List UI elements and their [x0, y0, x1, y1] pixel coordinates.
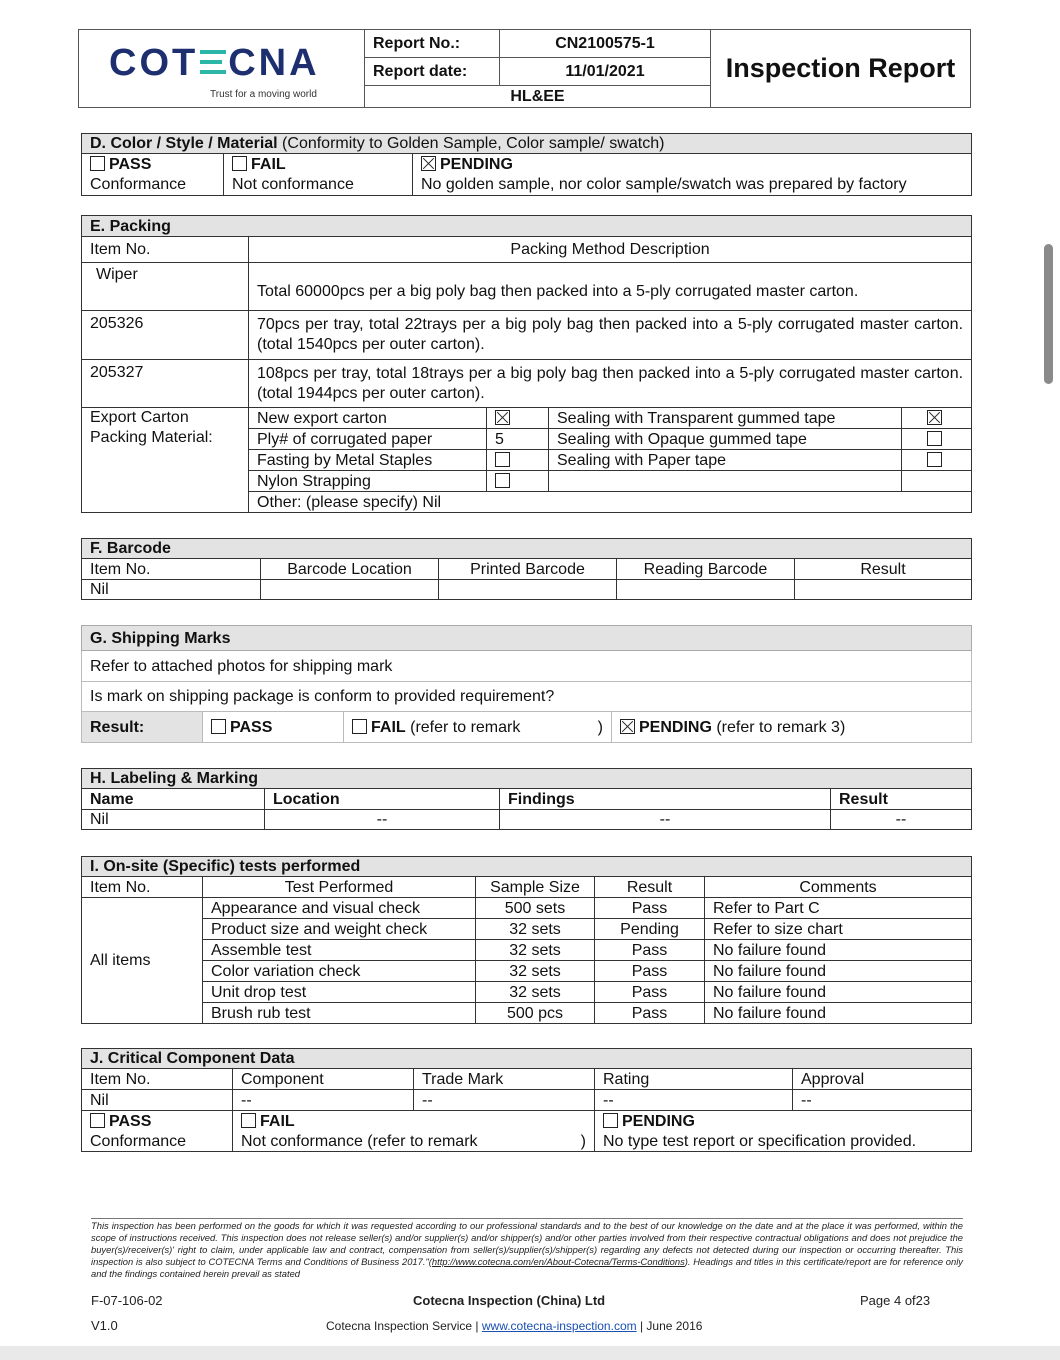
g-pass-option: PASS: [203, 712, 344, 743]
report-date: 11/01/2021: [500, 58, 711, 86]
i-col-result: Result: [595, 877, 705, 898]
section-packing: [81, 215, 972, 513]
checkbox-empty-icon: [927, 431, 942, 446]
checkbox-empty-icon: [603, 1113, 618, 1128]
j-row-item: Nil: [82, 1090, 233, 1111]
checkbox-empty-icon: [211, 719, 226, 734]
logo-wordmark: COT CNA: [109, 42, 320, 84]
e-row-desc: 108pcs per tray, total 18trays per a big poly bag then packed into a 5-ply corrugated master carton. (total 1944pcs per outer carton).: [249, 360, 972, 408]
i-row-comment: No failure found: [705, 961, 972, 982]
j-row-trademark: --: [414, 1090, 595, 1111]
j-fail-desc: Not conformance (refer to remark ): [233, 1132, 595, 1152]
h-row-result: --: [831, 810, 972, 830]
logo-e-mark: [200, 48, 226, 76]
checkbox-empty-icon: [495, 473, 510, 488]
checkbox-empty-icon: [927, 452, 942, 467]
e-seal-opaque-check: [902, 429, 972, 450]
report-date-label: Report date:: [365, 58, 500, 86]
e-new-export-carton: New export carton: [249, 408, 487, 429]
e-row-desc: Total 60000pcs per a big poly bag then packed into a 5-ply corrugated master carton.: [249, 263, 972, 311]
report-header: [78, 29, 971, 108]
f-row-item: Nil: [82, 580, 261, 600]
website-link[interactable]: www.cotecna-inspection.com: [481, 1319, 637, 1333]
e-col-item: Item No.: [82, 237, 249, 263]
e-row-item: Wiper: [82, 263, 249, 311]
e-other: Other: (please specify) Nil: [249, 492, 972, 513]
i-col-test: Test Performed: [203, 877, 476, 898]
h-row-location: --: [265, 810, 500, 830]
i-row-result: Pass: [595, 898, 705, 919]
d-fail-desc: Not conformance: [224, 175, 413, 196]
i-col-size: Sample Size: [476, 877, 595, 898]
i-row-result: Pass: [595, 961, 705, 982]
section-h-title: H. Labeling & Marking: [82, 769, 972, 789]
d-pass-option: PASS: [82, 154, 224, 175]
j-col-rating: Rating: [595, 1069, 793, 1090]
section-e-title: E. Packing: [82, 216, 972, 237]
checkbox-checked-icon: [927, 410, 942, 425]
e-export-label: Export Carton Packing Material:: [82, 408, 249, 513]
f-col-reading: Reading Barcode: [617, 559, 795, 580]
i-row-size: 500 sets: [476, 898, 595, 919]
e-row-item: 205327: [82, 360, 249, 408]
section-onsite-tests: [81, 856, 972, 1024]
g-pending-option: PENDING (refer to remark 3): [612, 712, 972, 743]
i-row-comment: No failure found: [705, 982, 972, 1003]
checkbox-empty-icon: [495, 452, 510, 467]
j-row-rating: --: [595, 1090, 793, 1111]
j-pending-desc: No type test report or specification provided.: [595, 1132, 972, 1152]
f-col-result: Result: [795, 559, 972, 580]
i-row-size: 32 sets: [476, 940, 595, 961]
d-pass-desc: Conformance: [82, 175, 224, 196]
checkbox-empty-icon: [241, 1113, 256, 1128]
checkbox-checked-icon: [620, 719, 635, 734]
j-col-item: Item No.: [82, 1069, 233, 1090]
company-name: Cotecna Inspection (China) Ltd: [413, 1293, 606, 1308]
h-row-name: Nil: [82, 810, 265, 830]
j-row-approval: --: [793, 1090, 972, 1111]
checkbox-empty-icon: [90, 1113, 105, 1128]
e-seal-opaque: Sealing with Opaque gummed tape: [549, 429, 902, 450]
i-row-test: Color variation check: [203, 961, 476, 982]
g-line-photos: Refer to attached photos for shipping mark: [82, 651, 972, 682]
terms-link[interactable]: http://www.cotecna.com/en/About-Cotecna/Terms-Conditions: [431, 1256, 685, 1267]
i-row-comment: Refer to size chart: [705, 919, 972, 940]
section-labeling-marking: [81, 768, 972, 830]
report-no-label: Report No.:: [365, 30, 500, 58]
f-col-location: Barcode Location: [261, 559, 439, 580]
j-col-approval: Approval: [793, 1069, 972, 1090]
section-g-title: G. Shipping Marks: [82, 626, 972, 651]
i-row-test: Assemble test: [203, 940, 476, 961]
form-number: F-07-106-02: [91, 1293, 163, 1308]
j-fail-option: FAIL: [233, 1111, 595, 1132]
logo: [79, 30, 365, 108]
i-row-size: 32 sets: [476, 961, 595, 982]
i-row-comment: Refer to Part C: [705, 898, 972, 919]
client-name: HL&EE: [365, 86, 711, 108]
i-row-size: 500 pcs: [476, 1003, 595, 1024]
checkbox-empty-icon: [352, 719, 367, 734]
i-row-test: Unit drop test: [203, 982, 476, 1003]
checkbox-empty-icon: [90, 156, 105, 171]
i-row-comment: No failure found: [705, 940, 972, 961]
scrollbar-thumb[interactable]: [1044, 244, 1053, 384]
page-number: Page 4 of23: [860, 1293, 931, 1308]
i-row-result: Pass: [595, 982, 705, 1003]
e-metal-staples: Fasting by Metal Staples: [249, 450, 487, 471]
j-pending-option: PENDING: [595, 1111, 972, 1132]
e-seal-paper-check: [902, 450, 972, 471]
h-col-name: Name: [82, 789, 265, 810]
h-col-result: Result: [831, 789, 972, 810]
i-row-test: Appearance and visual check: [203, 898, 476, 919]
f-col-printed: Printed Barcode: [439, 559, 617, 580]
d-pending-option: PENDING: [413, 154, 972, 175]
section-f-title: F. Barcode: [82, 539, 972, 559]
f-col-item: Item No.: [82, 559, 261, 580]
section-barcode: [81, 538, 972, 600]
i-item-all: All items: [82, 898, 203, 1024]
j-pass-desc: Conformance: [82, 1132, 233, 1152]
document-title: Inspection Report: [711, 30, 971, 108]
checkbox-checked-icon: [421, 156, 436, 171]
e-nylon-check: [487, 471, 549, 492]
i-row-result: Pending: [595, 919, 705, 940]
i-col-item: Item No.: [82, 877, 203, 898]
e-seal-transparent: Sealing with Transparent gummed tape: [549, 408, 902, 429]
e-new-export-carton-check: [487, 408, 549, 429]
j-row-component: --: [233, 1090, 414, 1111]
section-d-title: D. Color / Style / Material (Conformity to Golden Sample, Color sample/ swatch): [82, 134, 972, 154]
i-row-result: Pass: [595, 940, 705, 961]
e-ply-label: Ply# of corrugated paper: [249, 429, 487, 450]
checkbox-checked-icon: [495, 410, 510, 425]
h-col-findings: Findings: [500, 789, 831, 810]
d-pending-desc: No golden sample, nor color sample/swatch was prepared by factory: [413, 175, 972, 196]
g-fail-option: FAIL (refer to remark ): [344, 712, 612, 743]
g-line-question: Is mark on shipping package is conform to provided requirement?: [82, 682, 972, 712]
d-fail-option: FAIL: [224, 154, 413, 175]
e-nylon: Nylon Strapping: [249, 471, 487, 492]
report-no: CN2100575-1: [500, 30, 711, 58]
i-row-size: 32 sets: [476, 982, 595, 1003]
i-row-test: Product size and weight check: [203, 919, 476, 940]
i-row-size: 32 sets: [476, 919, 595, 940]
section-i-title: I. On-site (Specific) tests performed: [82, 857, 972, 877]
legal-disclaimer: This inspection has been performed on the goods for which it was requested according to our professional standards and to the best of our knowledge on the date and at the place it was performed, within the scope of instructions received. This inspection does not release seller(s) and/or supplier(s) and/or shipper(s) and/or other parties involved from their respective contractual obligations and does not prejudice the buyer(s)/receiver(s)' right to claim, under applicable law and contract, compensation from seller(s)/supplier(s)/shipper(s) regarding any defects not detected during our inspection or occurring thereafter. This inspection is also subject to COTECNA Terms and Conditions of Business 2017."(http://www.cotecna.com/en/About-Cotecna/Terms-Conditions). Headings and titles in this certificate/report are for reference only and the findings contained herein prevail as stated: [91, 1220, 963, 1279]
i-row-test: Brush rub test: [203, 1003, 476, 1024]
e-row-desc: 70pcs per tray, total 22trays per a big poly bag then packed into a 5-ply corrugated master carton. (total 1540pcs per outer carton).: [249, 311, 972, 360]
e-ply-value: 5: [487, 429, 549, 450]
checkbox-empty-icon: [232, 156, 247, 171]
g-result-label: Result:: [82, 712, 203, 743]
section-shipping-marks: [81, 625, 972, 743]
service-line: Cotecna Inspection Service | www.cotecna-inspection.com | June 2016: [326, 1319, 703, 1333]
section-critical-component: [81, 1048, 972, 1152]
logo-tagline: Trust for a moving world: [210, 89, 317, 100]
section-j-title: J. Critical Component Data: [82, 1049, 972, 1069]
i-row-comment: No failure found: [705, 1003, 972, 1024]
viewer-bottom-bar: [0, 1346, 1060, 1360]
section-color-style-material: [81, 133, 972, 196]
h-row-findings: --: [500, 810, 831, 830]
i-col-comments: Comments: [705, 877, 972, 898]
i-row-result: Pass: [595, 1003, 705, 1024]
e-row-item: 205326: [82, 311, 249, 360]
e-seal-transparent-check: [902, 408, 972, 429]
version: V1.0: [91, 1318, 118, 1333]
j-col-component: Component: [233, 1069, 414, 1090]
h-col-location: Location: [265, 789, 500, 810]
e-seal-paper: Sealing with Paper tape: [549, 450, 902, 471]
e-col-desc: Packing Method Description: [249, 237, 972, 263]
j-col-trademark: Trade Mark: [414, 1069, 595, 1090]
j-pass-option: PASS: [82, 1111, 233, 1132]
e-metal-staples-check: [487, 450, 549, 471]
